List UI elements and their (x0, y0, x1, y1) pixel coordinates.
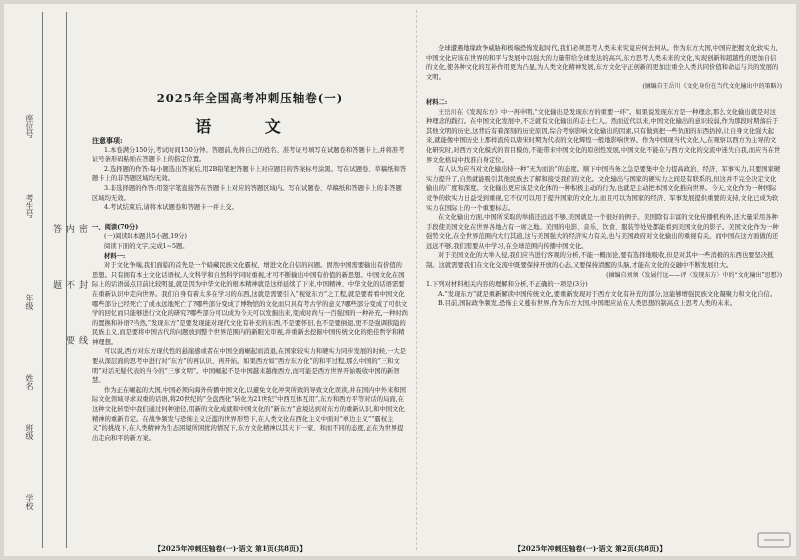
material1-paragraph: 可以说,西方对东方现代性的悬崖感或者在中国全面崛起而消退,在国家较实力和硬实力同步发展的时候,一大是要从深层面的思考中进行对“东方”的再认识、再开拓。如果西方如“西方东方化”的和平过程,那么中国的“三和文明”对话无疑代表的当今的“三事文明”。中国崛起不是中国越来越像西方,而可能是西方世界开始吸收中国的新智慧。 (92, 348, 406, 385)
binding-line (42, 12, 43, 548)
notes-heading: 注意事项: (92, 136, 123, 145)
corner-stamp-icon (756, 530, 792, 550)
seal-line-text: 密 封 线 内 不 要 答 题 (51, 224, 87, 367)
option-a: A.“发现东方”就是重新解读中国传统文化,要重新发现对于西方文化有补充的部分,这能够增强民族文化凝聚力和文化自信。 (438, 290, 777, 298)
page-divider (416, 10, 417, 550)
option-b: B.目前,国际政争频发,恐怖主义蔓布世界,作为东方大国,中国理应站在人类思想的制高点上思考人类的未来。 (438, 300, 736, 308)
material1-continued: 全球遭遇地缘政争威胁和极端恐怖发起时代,我们必须思考人类未来究竟应何去何从。作为东方大国,中国应把握文化软实力,中国文化应该在世界的和平与发展中以强大的力量带给全球发达的高兴,东方思考人类未来的文化,实现创新和超越性的更加自信的文化,使各种文化的互补作用更为凸显,为人类文化精神发展,东方文化守正创新的更加注重全人类共同价值和命运与共的发展的文明。 (426, 45, 779, 81)
footer-page-2: 【2025年冲刺压轴卷(一)·语文 第2页(共8页)】 (514, 544, 667, 553)
source-citation: (摘编自刘须《发展行远——评〈发现东方〉中的“文化输出”思想》) (606, 271, 782, 279)
right-column (426, 44, 782, 309)
material1-paragraph: 对于文化争端,我们面临的首先是一个暗藏民族文化霸权、增进文化自信的问题。固然中国需要输出有价值的思想。只有拥有本土文化话语权,人文科学和自然科学同时重视,才可不断输出中国有价值的新思想。中国文化在国际上的话语弱点目前比较明显,就是因为中华文化的根本精神就是这样延续了下来,中国精神、中华文化的话语需要在重新认识中走向世界。我们自身有着太多在学习的东西,这就是需要引入“视觉东方”之工程,就是要看看中国文化哪些部分已经死亡了或永远地死亡了?哪些部分变成了博物馆的文化而只具有考古学的意义?哪些部分变成了可供文学的回忆而只能够进行文化的研究?哪些部分可以成为今天可以发掘出来,变成时尚与一百强国的一种补充,一种时尚的置换和补语?当然,“发现东方”是要发现能对现代文化有补充的东西,不是要怀旧,也不是要倒退,更不是强调狭隘的民族主义,而是要将中国古代的问题放到整个世界范围内的新眼光审视,并重新去挖掘中国传统文化的绝佳哲学和精神理想。 (92, 262, 408, 346)
note-item: 3.非选择题的作答:用签字笔直接答在答题卡上对应的答题区域内。写在试题卷、草稿纸和答题卡上的非答题区域均无效。 (92, 184, 402, 202)
note-item: 1.本卷满分150分,考试时间150分钟。答题前,先将自己的姓名、准考证号填写在试题卷和答题卡上,并将准考证号条形码粘贴在答题卡上的指定位置。 (92, 146, 405, 164)
material1-label: 材料一: (104, 252, 126, 260)
class-label: 班级 (25, 424, 34, 440)
material2-label: 材料二: (426, 98, 448, 106)
exam-sheet (4, 4, 796, 556)
subsection-heading: (一)阅读Ⅰ(本题共5小题,19分) (104, 233, 188, 241)
material2-paragraph: 在文化输出方面,中国所采取的举措还远远不够,美国就是一个很好的例子。美国除有丰富的文化传播机构外,还大量采用各种手段使美国文化在世界各地占有一席之地。美国的电影、音乐、饮食、服装等处处都能看到美国文化的影子。美国文化作为一种强势文化,在全世界范围内大行其道,这与美国强大的经济实力有关,也与美国政府对文化输出的重视有关。而中国在这方面做的还远远不够,我们需要从中学习,在全球范围内传播中国文化。 (426, 214, 779, 250)
material2-paragraph: 有人认为应当对文化输出持一种“无为而治”的态度。顺下中国当务之急是要集中全力提高政治、经济、军事实力,只要国家硬实力提升了,自然就能吸引其他民族去了解和接受我们的文化。文化输出与国家的硬实力之间是有联系的,但这并不完全决定文化输出的广度和深度。文化输出更应该是文化体的一种积极主动的行为,也就是主动把本国文化推向世界。今天,文化作为一种国际竞争的软实力日益受到重视,它不仅可以用于提升国家的文化力,而且可以为国家的经济、军事发展提供重要的支持,文化已成为软实力在国际上的一个重要标志。 (426, 166, 781, 212)
exam-title: 2025年全国高考冲刺压轴卷(一) (156, 91, 344, 105)
material2-paragraph: 对于美国文化的大举入侵,我们应当进行客观的分析,不能一概而论,要有选择地吸收,但是对其中一些消极的东西也要坚决抵制。这就需要我们在文化交流中既要保持开放的心态,又要保持清醒的头脑,才能在文化的交融中不断发展壮大。 (426, 252, 774, 270)
name-label: 姓名 (25, 374, 34, 390)
left-column (92, 136, 408, 443)
grade-label: 年级 (25, 294, 34, 310)
subject-title: 语 文 (195, 117, 305, 136)
instruction-text: 阅读下面的文字,完成1~5题。 (104, 242, 189, 250)
footer-page-1: 【2025年冲刺压轴卷(一)·语文 第1页(共8页)】 (154, 544, 307, 553)
section-heading: 一、阅读(70分) (92, 223, 139, 231)
material1-paragraph: 作为正在崛起的大国,中国必须向海外传播中国文化,以避免文化冲突所致的导致文化误读,并在国内中外来和国际文化领域寻求双重的话语,将20世纪的“全盘西化”转化为21世纪“中西互体互用”,东方和西方平等对话的局面,在这种文化转型中我们通过何种途径,用新的文化成就和中国文化的“新东方”意境达到对东方的重新认识,和中国文化精神的重新肯定。在战争频发与恐怖主义泛滥的世界形势下,在人类文化在西化主义中面对“单边主义”“霸权主义”的挑战下,在人类精神为生态困境所困扰的情况下,东方文化精神以其天下一家、和而不同的态度,正在为世界提出走向和平的新方案。 (92, 386, 406, 442)
note-item: 4.考试结束后,请将本试题卷和答题卡一并上交。 (104, 204, 238, 212)
material2-paragraph: 王岳川在《发现东方》中一再申明,“文化输出是发现东方的重要一环”。如果说发现东方是一种理念,那么文化输出就是对这种理念的践行。在中国文化发展中,不乏就有文化输出的志士仁人。然而近代以来,中国文化输出的意识较弱,作为那段时期落后于其他文明的历史,这背后有着深刻的历史原因,综合考察影响文化输出的因素,只有做到把一些负面的东西扔掉,让自身文化强大起来,就能像中国历史上那样流传以唐宋时期为代表的文化辉煌一般地影响世界。作为中国现当代文化人,在观察以西方为主导的文化研究时,对西方文化模式的盲目模仿,不能带来中国文化的原创性发展,中国文化不能在与西方文化的交流中迷失自我,而应当在世界文化格局中找准自身定位。 (426, 108, 781, 164)
seat-no-label: 座位号 (25, 114, 34, 138)
source-citation: (摘编自王岳川《文化身份在当代文化输出中的策略》) (642, 83, 782, 91)
note-item: 2.选择题的作答:每小题选出答案后,用2B铅笔把答题卡上对应题目的答案标号涂黑。写在试题卷、草稿纸和答题卡上的非答题区域均无效。 (92, 165, 407, 183)
binding-margin (4, 4, 87, 556)
exam-no-label: 考生号 (25, 194, 34, 218)
school-label: 学校 (25, 494, 34, 510)
question-1: 1.下列对材料相关内容的理解和分析,不正确的一项是(3分) (426, 281, 588, 289)
